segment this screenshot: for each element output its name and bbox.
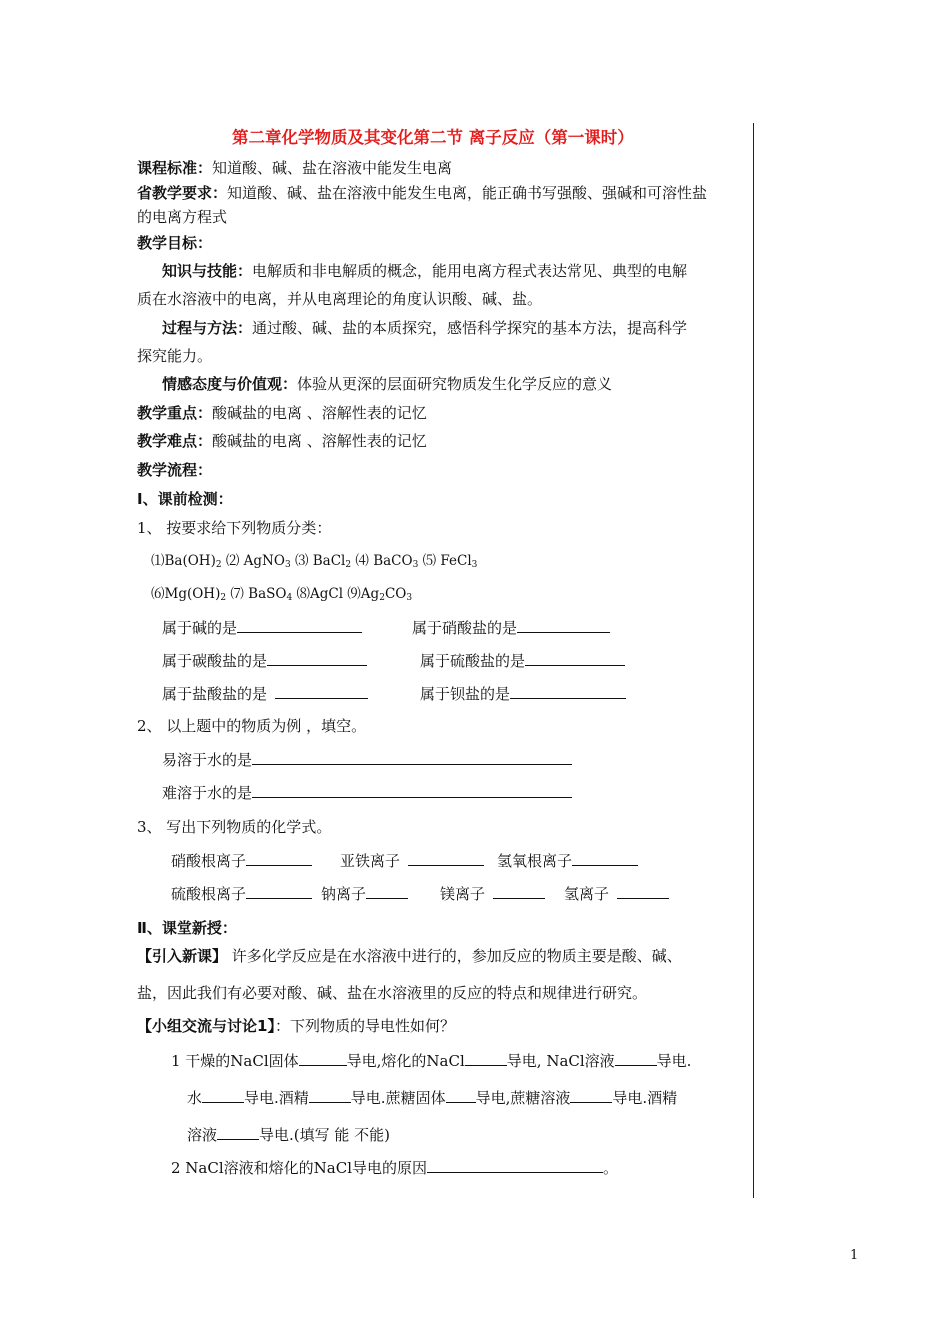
page-title: 第二章化学物质及其变化第二节 离子反应（第一课时） — [232, 128, 634, 147]
teaching-key: 教学重点：酸碱盐的电离 、溶解性表的记忆 — [137, 404, 427, 422]
chem-list-row-2: $⑹Mg(OH)_2$ ⑺ BaSO$_4$ ⑻AgCl $⑼Ag_2CO_3$ — [151, 586, 413, 603]
question-2: 2、 以上题中的物质为例 ，填空。 — [137, 717, 367, 735]
sugar-solution-blank[interactable] — [570, 1087, 612, 1103]
ferrous-ion: 亚铁离子 — [340, 850, 484, 871]
pre-class-heading: Ⅰ、课前检测： — [137, 490, 233, 508]
conductivity-item-1-cont: 水 导电.酒精 导电.蔗糖固体 导电,蔗糖溶液 导电.酒精 — [187, 1089, 678, 1107]
reason-blank[interactable] — [427, 1157, 603, 1173]
group-discussion-1: 【小组交流与讨论1】：下列物质的导电性如何？ — [137, 1017, 455, 1035]
conductivity-item-2: 2 NaCl溶液和熔化的NaCl导电的原因 。 — [171, 1159, 619, 1177]
classify-carbonate: 属于碳酸盐的是 — [162, 650, 367, 671]
page-number: 1 — [850, 1248, 859, 1263]
teaching-goals-heading: 教学目标： — [137, 234, 213, 252]
sulfate-ion: 硫酸根离子 — [171, 883, 312, 904]
soluble-line: 易溶于水的是 — [162, 749, 572, 770]
teaching-difficulty: 教学难点：酸碱盐的电离 、溶解性表的记忆 — [137, 432, 427, 450]
question-1: 1、 按要求给下列物质分类： — [137, 519, 332, 537]
knowledge-skills: 知识与技能：电解质和非电解质的概念，能用电离方程式表达常见、典型的电解 — [162, 262, 688, 280]
nitrate-ion-blank[interactable] — [246, 850, 312, 866]
margin-rule — [753, 123, 754, 1198]
classify-alkali: 属于碱的是 — [162, 617, 362, 638]
magnesium-ion-blank[interactable] — [493, 883, 545, 899]
sulfate-blank[interactable] — [525, 650, 625, 666]
conductivity-item-1-end: 溶液 导电.(填写 能 不能) — [187, 1126, 391, 1144]
course-standard: 课程标准：知道酸、碱、盐在溶液中能发生电离 — [137, 159, 453, 177]
hydroxide-ion: 氢氧根离子 — [497, 850, 638, 871]
sugar-solid-blank[interactable] — [446, 1087, 476, 1103]
intro-paragraph: 【引入新课】 许多化学反应是在水溶液中进行的，参加反应的物质主要是酸、碱、 — [137, 947, 682, 965]
hydrogen-ion: 氢离子 — [564, 883, 669, 904]
nacl-solution-blank[interactable] — [615, 1050, 657, 1066]
carbonate-blank[interactable] — [267, 650, 367, 666]
knowledge-skills-cont: 质在水溶液中的电离，并从电离理论的角度认识酸、碱、盐。 — [137, 290, 543, 308]
chem-list-row-1: $⑴Ba(OH)_2$ ⑵ AgNO$_3$ ⑶ BaCl$_2$ ⑷ BaCO$_3$ ⑸ FeCl$_3$ — [151, 553, 478, 570]
emotion-values: 情感态度与价值观：体验从更深的层面研究物质发生化学反应的意义 — [162, 375, 613, 393]
alcohol-solution-blank[interactable] — [217, 1124, 259, 1140]
classify-barium: 属于钡盐的是 — [420, 683, 626, 704]
process-method: 过程与方法：通过酸、碱、盐的本质探究，感悟科学探究的基本方法，提高科学 — [162, 319, 688, 337]
conductivity-item-1: 1 干燥的NaCl固体 导电,熔化的NaCl 导电, NaCl溶液 导电. — [171, 1052, 692, 1070]
nitrate-ion: 硝酸根离子 — [171, 850, 312, 871]
classify-chloride: 属于盐酸盐的是 — [162, 683, 368, 704]
molten-nacl-blank[interactable] — [465, 1050, 507, 1066]
new-lesson-heading: Ⅱ、课堂新授： — [137, 919, 237, 937]
question-3: 3、 写出下列物质的化学式。 — [137, 818, 332, 836]
hydroxide-ion-blank[interactable] — [572, 850, 638, 866]
hydrogen-ion-blank[interactable] — [617, 883, 669, 899]
province-requirement: 省教学要求：知道酸、碱、盐在溶液中能发生电离，能正确书写强酸、强碱和可溶性盐 — [137, 184, 708, 202]
sulfate-ion-blank[interactable] — [246, 883, 312, 899]
barium-blank[interactable] — [510, 683, 626, 699]
sodium-ion: 钠离子 — [321, 883, 408, 904]
classify-sulfate: 属于硫酸盐的是 — [420, 650, 625, 671]
insoluble-blank[interactable] — [252, 782, 572, 798]
insoluble-line: 难溶于水的是 — [162, 782, 572, 803]
process-method-cont: 探究能力。 — [137, 347, 213, 365]
intro-paragraph-cont: 盐，因此我们有必要对酸、碱、盐在水溶液里的反应的特点和规律进行研究。 — [137, 984, 648, 1002]
chloride-blank[interactable] — [275, 683, 368, 699]
teaching-flow-heading: 教学流程： — [137, 461, 213, 479]
soluble-blank[interactable] — [252, 749, 572, 765]
water-blank[interactable] — [202, 1087, 244, 1103]
alcohol-blank[interactable] — [309, 1087, 351, 1103]
classify-nitrate: 属于硝酸盐的是 — [412, 617, 610, 638]
nitrate-blank[interactable] — [517, 617, 610, 633]
province-requirement-cont: 的电离方程式 — [137, 208, 228, 226]
ferrous-ion-blank[interactable] — [408, 850, 484, 866]
magnesium-ion: 镁离子 — [440, 883, 545, 904]
dry-nacl-blank[interactable] — [299, 1050, 347, 1066]
sodium-ion-blank[interactable] — [366, 883, 408, 899]
alkali-blank[interactable] — [237, 617, 362, 633]
